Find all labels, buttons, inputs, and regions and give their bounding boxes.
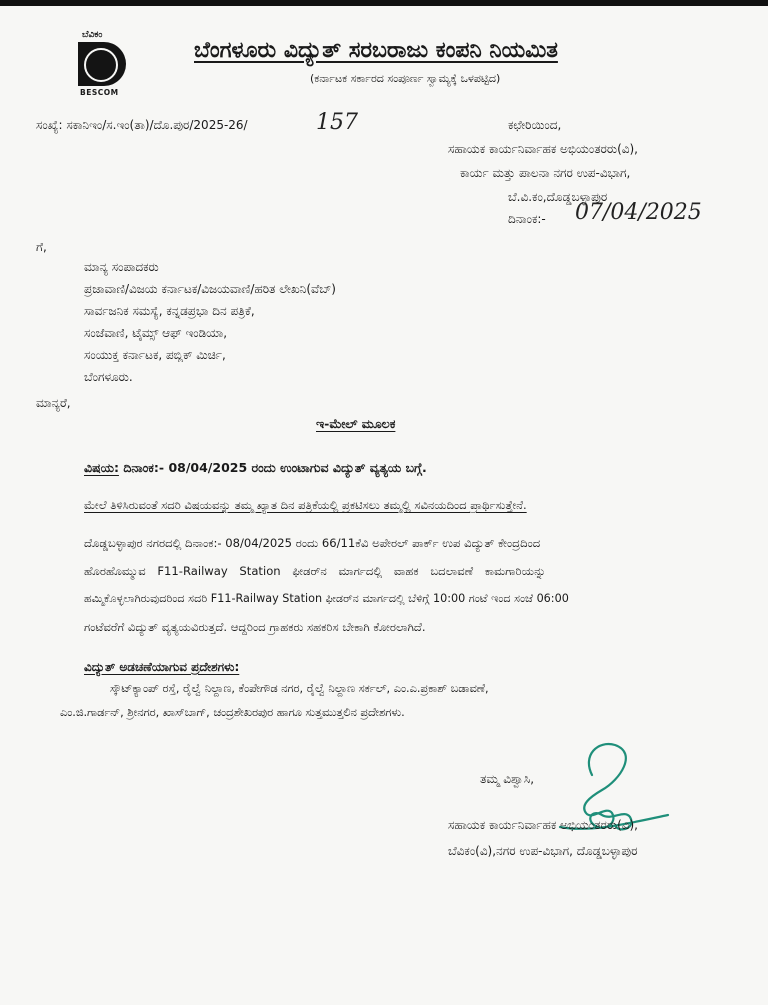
email-heading: ಇ-ಮೇಲ್ ಮೂಲಕ [316,416,396,431]
body-line-2: ಹೊರಹೊಮ್ಮುವ F11-Railway Station ಫೀಡರ್‌ನ ಮಾರ್ಗದಲ್ಲಿ ವಾಹಕ ಬದಲಾವಣೆ ಕಾಮಗಾರಿಯನ್ನು [84,564,546,578]
subject-line [84,460,427,476]
bescom-logo [78,30,126,96]
intro-paragraph: ಮೇಲೆ ತಿಳಿಸಿರುವಂತೆ ಸದರಿ ವಿಷಯವನ್ನು ತಮ್ಮ ಖ್ಯಾತ ದಿನ ಪತ್ರಿಕೆಯಲ್ಲಿ ಪ್ರಕಟಿಸಲು ತಮ್ಮಲ್ಲಿ ಸವಿನಯದಿಂದ ಪ್ರಾರ್ಥಿಸುತ್ತೇನೆ. [84,498,527,512]
to-label: ಗೆ, [36,240,47,254]
to-line-2: ಪ್ರಜಾವಾಣಿ/ವಿಜಯ ಕರ್ನಾಟಕ/ವಿಜಯವಾಣಿ/ಹರಿತ ಲೇಖನಿ(ವೆಬ್) [84,282,336,296]
to-line-4: ಸಂಜೆವಾಣಿ, ಟೈಮ್ಸ್ ಆಫ್ ಇಂಡಿಯಾ, [84,326,228,340]
office-line-2: ಸಹಾಯಕ ಕಾರ್ಯನಿರ್ವಾಹಕ ಅಭಿಯಂತರರು(ವಿ), [448,142,638,156]
company-title: ಬೆಂಗಳೂರು ವಿದ್ಯುತ್ ಸರಬರಾಜು ಕಂಪನಿ ನಿಯಮಿತ [194,38,558,63]
areas-heading: ವಿದ್ಯುತ್ ಅಡಚಣೆಯಾಗುವ ಪ್ರದೇಶಗಳು: [84,660,240,674]
logo-mark-icon [78,42,126,86]
signature-image [520,735,670,855]
body-line-1: ದೊಡ್ಡಬಳ್ಳಾಪುರ ನಗರದಲ್ಲಿ ದಿನಾಂಕ:- 08/04/2025 ರಂದು 66/11ಕೆವಿ ಅಪೇರಲ್ ಪಾರ್ಕ್ ಉಪ ವಿದ್ಯುತ್ ಕೇಂದ್ರದಿಂದ [84,536,541,550]
to-line-1: ಮಾನ್ಯ ಸಂಪಾದಕರು [84,260,159,274]
areas-line-1: ಸ್ಕೌಟ್‌ಕ್ಯಾಂಪ್ ರಸ್ತೆ, ರೈಲ್ವೆ ನಿಲ್ದಾಣ, ಕೆಂಪೇಗೌಡ ನಗರ, ರೈಲ್ವೆ ನಿಲ್ದಾಣ ಸರ್ಕಲ್, ಎಂ.ಎ.ಪ್ರಕಾಶ್ ಬಡಾವಣೆ, [110,682,489,695]
company-subtitle: (ಕರ್ನಾಟಕ ಸರ್ಕಾರದ ಸಂಪೂರ್ಣ ಸ್ವಾಮ್ಯಕ್ಕೆ ಒಳಪಟ್ಟಿದ) [310,72,501,85]
subject-text: ದಿನಾಂಕ:- 08/04/2025 ರಂದು ಉಂಟಾಗುವ ವಿದ್ಯುತ್ ವ್ಯತ್ಯಯ ಬಗ್ಗೆ. [123,460,427,475]
body-line-4: ಗಂಟೆವರೆಗೆ ವಿದ್ಯುತ್ ವ್ಯತ್ಯಯವಿರುತ್ತದೆ. ಆದ್ದರಿಂದ ಗ್ರಾಹಕರು ಸಹಕರಿಸ ಬೇಕಾಗಿ ಕೋರಲಾಗಿದೆ. [84,620,426,634]
office-line-1: ಕಛೇರಿಯಿಂದ, [508,118,562,132]
logo-bottom-text: BESCOM [80,88,119,97]
reference-handwritten: 157 [316,110,358,135]
to-line-5: ಸಂಯುಕ್ತ ಕರ್ನಾಟಕ, ಪಬ್ಲಿಕ್ ಮಿರ್ಚಿ, [84,348,226,362]
body-line-3: ಹಮ್ಮಿಕೊಳ್ಳಲಾಗಿರುವುದರಿಂದ ಸದರಿ F11-Railway Station ಫೀಡರ್‌ನ ಮಾರ್ಗದಲ್ಲಿ ಬೆಳಿಗ್ಗೆ 10:00 ಗಂಟೆ ಇಂದ ಸಂಜೆ 06:00 [84,592,569,605]
office-line-4: ಬೆ.ವಿ.ಕಂ,ದೊಡ್ಡಬಳ್ಳಾಪುರ [508,190,608,204]
closing-designation: ಸಹಾಯಕ ಕಾರ್ಯನಿರ್ವಾಹಕ ಅಭಿಯಂತರರು(ವಿ), [448,818,638,832]
areas-line-2: ಎಂ.ಜಿ.ಗಾರ್ಡನ್, ಶ್ರೀನಗರ, ಖಾಸ್‌ಬಾಗ್, ಚಂದ್ರಶೇಖರಪುರ ಹಾಗೂ ಸುತ್ತಮುತ್ತಲಿನ ಪ್ರದೇಶಗಳು. [60,706,405,719]
date-handwritten: 07/04/2025 [575,200,702,225]
subject-label: ವಿಷಯ: [84,460,119,475]
to-line-3: ಸಾರ್ವಜನಿಕ ಸಮಸ್ಯೆ, ಕನ್ನಡಪ್ರಭಾ ದಿನ ಪತ್ರಿಕೆ, [84,304,255,318]
office-line-3: ಕಾರ್ಯ ಮತ್ತು ಪಾಲನಾ ನಗರ ಉಪ-ವಿಭಾಗ, [460,166,631,180]
reference-number: ಸಂಖ್ಯೆ: ಸಕಾನಿಇಂ/ಸ.ಇಂ(ತಾ)/ದೊ.ಪುರ/2025-26/ [36,118,248,132]
salutation: ಮಾನ್ಯರೆ, [36,396,71,410]
closing-office: ಬೆವಿಕಂ(ವಿ),ನಗರ ಉಪ-ವಿಭಾಗ, ದೊಡ್ಡಬಳ್ಳಾಪುರ [448,844,638,858]
to-line-6: ಬೆಂಗಳೂರು. [84,370,133,384]
closing-yours: ತಮ್ಮ ವಿಶ್ವಾಸಿ, [480,772,535,786]
top-border [0,0,768,6]
logo-top-text: ಬೆವಿಕಂ [82,30,103,40]
date-label: ದಿನಾಂಕ:- [508,212,546,226]
